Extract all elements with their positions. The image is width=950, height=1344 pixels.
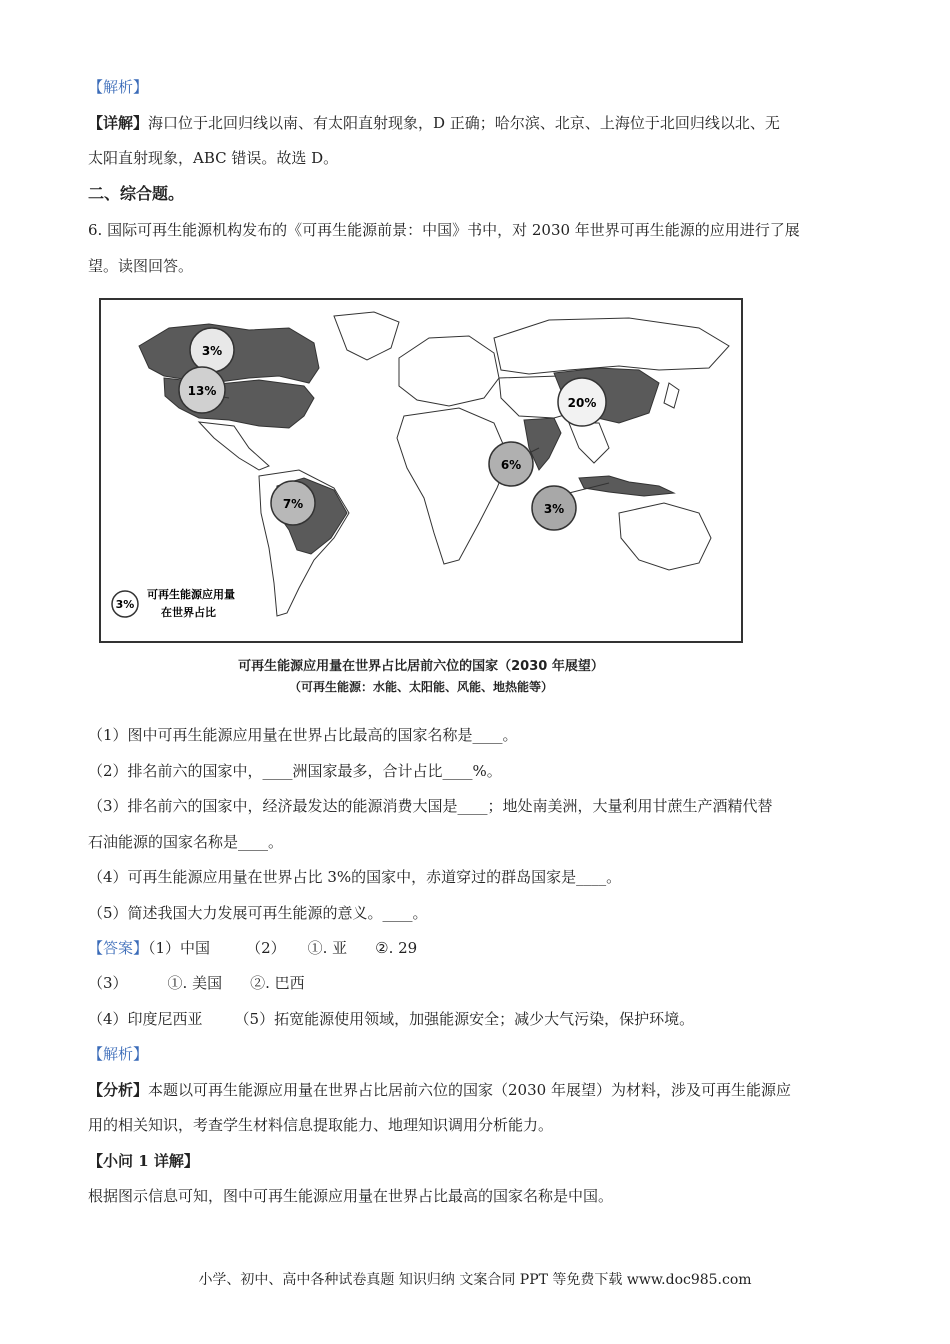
fenxi-tag: 【分析】 bbox=[88, 1081, 149, 1099]
map-caption-1: 可再生能源应用量在世界占比居前六位的国家（2030 年展望） bbox=[238, 659, 604, 674]
answer-1: （1）中国 bbox=[148, 939, 211, 957]
answer-3: （3） bbox=[88, 974, 128, 992]
q6-sub-3b: 石油能源的国家名称是____。 bbox=[88, 833, 284, 851]
answer-line-2 bbox=[88, 972, 305, 994]
q6-stem-1: 6. 国际可再生能源机构发布的《可再生能源前景：中国》书中，对 2030 年世界可再生能源的应用进行了展 bbox=[88, 221, 800, 239]
answer-4: （4）印度尼西亚 bbox=[88, 1010, 203, 1028]
sub1-detail-text: 根据图示信息可知，图中可再生能源应用量在世界占比最高的国家名称是中国。 bbox=[88, 1187, 614, 1205]
answer-3-1: ①. 美国 bbox=[167, 974, 223, 992]
bubble-label: 7% bbox=[282, 497, 304, 511]
q6-sub-1: （1）图中可再生能源应用量在世界占比最高的国家名称是____。 bbox=[88, 726, 518, 744]
world-map-figure bbox=[99, 298, 743, 643]
answer-2: （2） bbox=[246, 939, 286, 957]
world-map-svg bbox=[99, 298, 743, 643]
q6-stem-2: 望。读图回答。 bbox=[88, 257, 194, 275]
legend-value: 3% bbox=[115, 598, 135, 611]
section2-title: 二、综合题。 bbox=[88, 184, 185, 203]
bubble-canada bbox=[190, 328, 234, 372]
q6-sub-4: （4）可再生能源应用量在世界占比 3%的国家中，赤道穿过的群岛国家是____。 bbox=[88, 868, 622, 886]
bubble-label: 3% bbox=[543, 502, 565, 516]
bubble-label: 13% bbox=[187, 384, 217, 398]
map-caption-2: （可再生能源：水能、太阳能、风能、地热能等） bbox=[288, 680, 553, 694]
bubble-label: 20% bbox=[567, 396, 597, 410]
answer-line-3 bbox=[88, 1008, 694, 1030]
answer-3-2: ②. 巴西 bbox=[250, 974, 305, 992]
bubble-indonesia bbox=[532, 486, 576, 530]
legend-line-1: 可再生能源应用量 bbox=[147, 588, 235, 601]
bubble-india bbox=[489, 442, 533, 486]
bubble-brazil bbox=[271, 481, 315, 525]
q6-sub-3a: （3）排名前六的国家中，经济最发达的能源消费大国是____；地处南美洲，大量利用甘蔗生产酒精代替 bbox=[88, 797, 773, 815]
q6-sub-2: （2）排名前六的国家中，____洲国家最多，合计占比____%。 bbox=[88, 762, 502, 780]
bubble-china bbox=[558, 378, 606, 426]
page-footer: 小学、初中、高中各种试卷真题 知识归纳 文案合同 PPT 等免费下载 www.doc985.com bbox=[198, 1272, 752, 1288]
answer-2-1: ①. 亚 bbox=[307, 939, 348, 957]
legend-line-2: 在世界占比 bbox=[161, 606, 216, 619]
answer-line-1 bbox=[88, 937, 417, 959]
answer-2-2: ②. 29 bbox=[375, 939, 418, 957]
fenxi-line-2: 用的相关知识，考查学生材料信息提取能力、地理知识调用分析能力。 bbox=[88, 1116, 554, 1134]
xiangjie-line-1 bbox=[88, 112, 780, 134]
q6-sub-5: （5）简述我国大力发展可再生能源的意义。____。 bbox=[88, 904, 428, 922]
xiangjie-tag: 【详解】 bbox=[88, 114, 149, 132]
bubble-label: 3% bbox=[201, 344, 223, 358]
sub1-detail-tag: 【小问 1 详解】 bbox=[88, 1152, 199, 1170]
xiangjie-text-1: 海口位于北回归线以南、有太阳直射现象，D 正确；哈尔滨、北京、上海位于北回归线以北、无 bbox=[148, 114, 780, 132]
fenxi-line-1 bbox=[88, 1079, 791, 1101]
xiangjie-line-2: 太阳直射现象，ABC 错误。故选 D。 bbox=[88, 149, 339, 167]
jiexi-tag: 【解析】 bbox=[88, 78, 149, 96]
bubble-label: 6% bbox=[500, 458, 522, 472]
fenxi-text-1: 本题以可再生能源应用量在世界占比居前六位的国家（2030 年展望）为材料，涉及可再生能源应 bbox=[148, 1081, 791, 1099]
answer-5: （5）拓宽能源使用领域，加强能源安全；减少大气污染，保护环境。 bbox=[234, 1010, 695, 1028]
answer-tag: 【答案】 bbox=[88, 939, 149, 957]
analysis-tag: 【解析】 bbox=[88, 1045, 149, 1063]
bubble-usa bbox=[179, 367, 225, 413]
